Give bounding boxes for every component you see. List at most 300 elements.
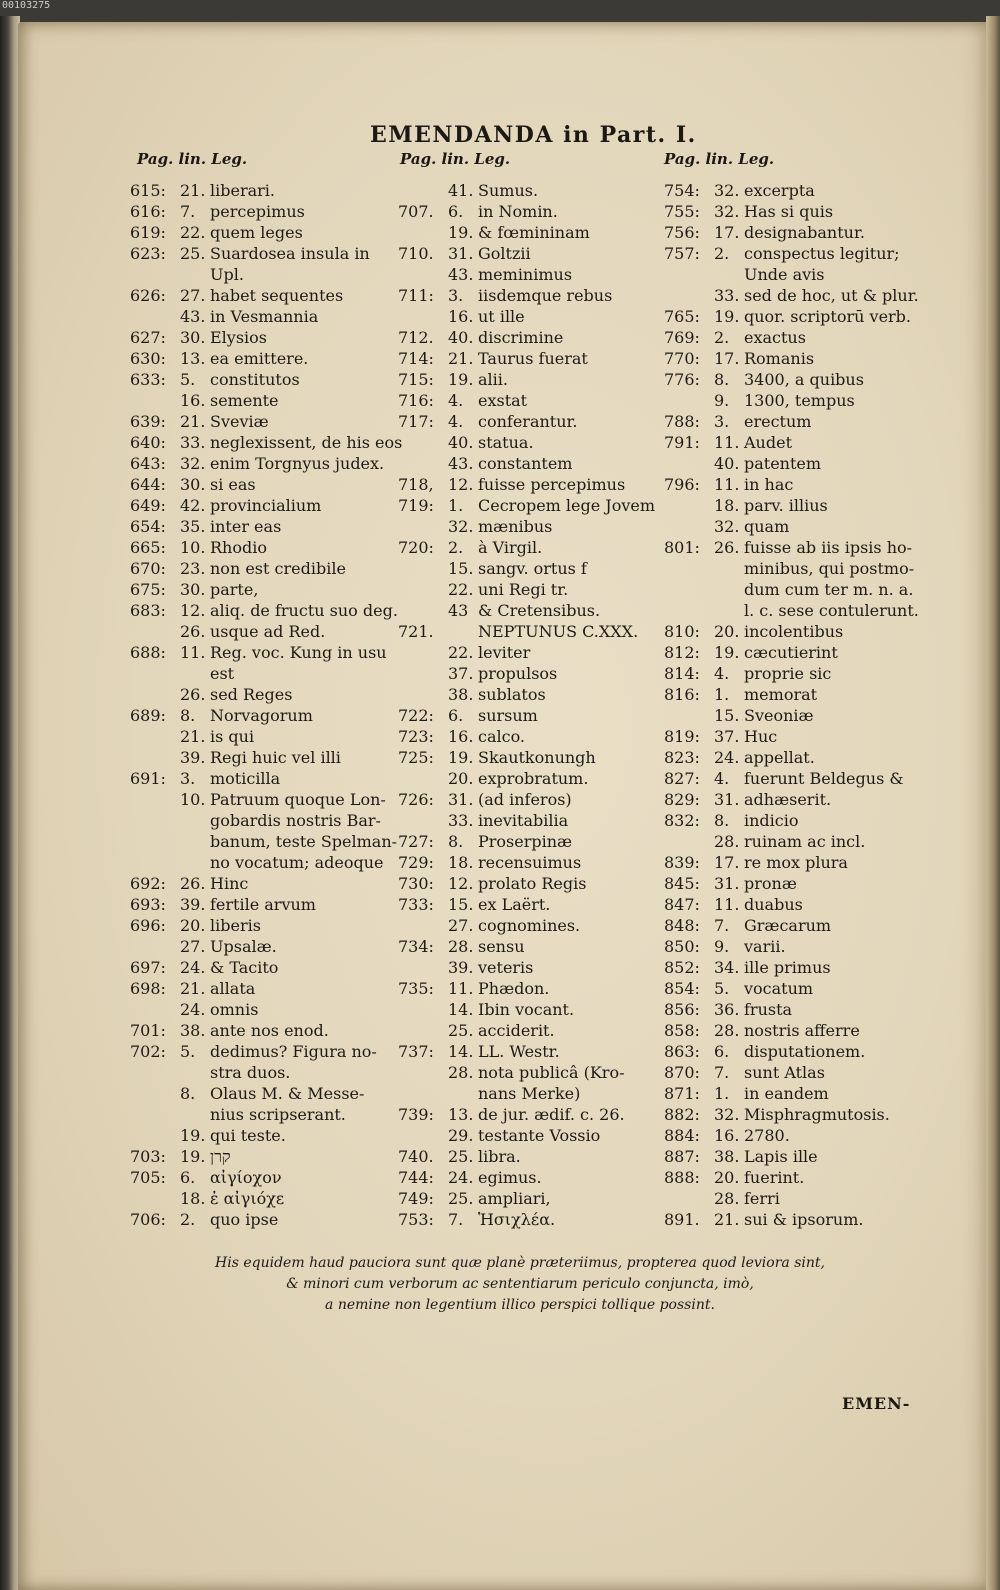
page-number: 863: — [664, 1042, 700, 1061]
correction-text: usque ad Red. — [210, 622, 326, 641]
line-number: 20. — [448, 769, 474, 788]
page-number: 702: — [130, 1042, 166, 1061]
line-number: 43. — [448, 265, 474, 284]
page-number: 858: — [664, 1021, 700, 1040]
line-number: 39. — [180, 895, 206, 914]
line-number: 22. — [448, 643, 474, 662]
page-number: 765: — [664, 307, 700, 326]
correction-text: percepimus — [210, 202, 305, 221]
line-number: 40. — [448, 328, 474, 347]
line-number: 35. — [180, 517, 206, 536]
correction-text: propulsos — [478, 664, 558, 683]
line-number: 13. — [448, 1105, 474, 1124]
correction-text: egimus. — [478, 1168, 542, 1187]
page-number: 891. — [664, 1210, 700, 1229]
line-number: 24. — [180, 958, 206, 977]
correction-text: inter eas — [210, 517, 282, 536]
line-number: 24. — [180, 1000, 206, 1019]
page-number: 852: — [664, 958, 700, 977]
page-number: 619: — [130, 223, 166, 242]
page-number: 723: — [398, 727, 434, 746]
correction-text: disputationem. — [744, 1042, 866, 1061]
correction-text: ruinam ac incl. — [744, 832, 866, 851]
correction-text: acciderit. — [478, 1021, 555, 1040]
correction-text: quo ipse — [210, 1210, 279, 1229]
page-number: 644: — [130, 475, 166, 494]
line-number: 9. — [714, 391, 730, 410]
line-number: 4. — [448, 391, 464, 410]
page-number: 744: — [398, 1168, 434, 1187]
line-number: 8. — [180, 706, 196, 725]
correction-text: prolato Regis — [478, 874, 587, 893]
page-number: 640: — [130, 433, 166, 452]
page-number: 735: — [398, 979, 434, 998]
line-number: 20. — [714, 1168, 740, 1187]
line-number: 25. — [448, 1189, 474, 1208]
correction-text: mænibus — [478, 517, 553, 536]
line-number: 21. — [180, 412, 206, 431]
page-number: 739: — [398, 1105, 434, 1124]
correction-text: fuisse percepimus — [478, 475, 626, 494]
correction-text: constantem — [478, 454, 573, 473]
page-number: 696: — [130, 916, 166, 935]
page-number: 718, — [398, 475, 434, 494]
line-number: 37. — [714, 727, 740, 746]
closing-note — [195, 1253, 845, 1316]
correction-text: moticilla — [210, 769, 281, 788]
line-number: 3. — [714, 412, 730, 431]
page-number: 882: — [664, 1105, 700, 1124]
line-number: 6. — [448, 706, 464, 725]
line-number: 21. — [180, 979, 206, 998]
correction-text: Patruum quoque Lon- — [210, 790, 386, 809]
correction-text: Olaus M. & Messe- — [210, 1084, 365, 1103]
line-number: 23. — [180, 559, 206, 578]
page-number: 643: — [130, 454, 166, 473]
page-number: 854: — [664, 979, 700, 998]
line-number: 11. — [714, 475, 740, 494]
correction-text: provincialium — [210, 496, 322, 515]
correction-text: nius scripserant. — [210, 1105, 346, 1124]
correction-text: Græcarum — [744, 916, 832, 935]
correction-text: vocatum — [744, 979, 814, 998]
line-number: 24. — [448, 1168, 474, 1187]
line-number: 7. — [448, 1210, 464, 1229]
line-number: 33. — [448, 811, 474, 830]
correction-text: enim Torgnyus judex. — [210, 454, 385, 473]
correction-text: parte, — [210, 580, 259, 599]
line-number: 17. — [714, 349, 740, 368]
line-number: 42. — [180, 496, 206, 515]
page-number: 888: — [664, 1168, 700, 1187]
correction-text: sed Reges — [210, 685, 293, 704]
correction-text: Sveoniæ — [744, 706, 814, 725]
page-number: 626: — [130, 286, 166, 305]
page-number: 816: — [664, 685, 700, 704]
correction-text: si eas — [210, 475, 256, 494]
line-number: 6. — [180, 1168, 196, 1187]
correction-text: iisdemque rebus — [478, 286, 613, 305]
page-number: 721. — [398, 622, 434, 641]
line-number: 2. — [448, 538, 464, 557]
line-number: 26. — [714, 538, 740, 557]
correction-text: dedimus? Figura no- — [210, 1042, 377, 1061]
line-number: 38. — [180, 1021, 206, 1040]
correction-text: omnis — [210, 1000, 259, 1019]
page-number: 814: — [664, 664, 700, 683]
line-number: 20. — [180, 916, 206, 935]
correction-text: frusta — [744, 1000, 793, 1019]
correction-text: ille primus — [744, 958, 831, 977]
correction-text: Sumus. — [478, 181, 539, 200]
line-number: 27. — [180, 286, 206, 305]
column-header-1: Pag. lin. Leg. — [137, 150, 248, 168]
line-number: 40. — [714, 454, 740, 473]
line-number: 9. — [714, 937, 730, 956]
page-number: 796: — [664, 475, 700, 494]
correction-text: proprie sic — [744, 664, 832, 683]
line-number: 8. — [714, 811, 730, 830]
page-number: 670: — [130, 559, 166, 578]
correction-text: aliq. de fructu suo deg. — [210, 601, 398, 620]
correction-text: sursum — [478, 706, 538, 725]
line-number: 19. — [448, 748, 474, 767]
correction-text: sensu — [478, 937, 525, 956]
line-number: 22. — [448, 580, 474, 599]
page-number: 791: — [664, 433, 700, 452]
correction-text: Goltzii — [478, 244, 531, 263]
correction-text: exstat — [478, 391, 528, 410]
page-number: 697: — [130, 958, 166, 977]
correction-text: ex Laërt. — [478, 895, 551, 914]
page-number: 770: — [664, 349, 700, 368]
line-number: 32. — [714, 1105, 740, 1124]
page-number: 829: — [664, 790, 700, 809]
correction-text: fuerint. — [744, 1168, 805, 1187]
line-number: 30. — [180, 580, 206, 599]
correction-text: Lapis ille — [744, 1147, 818, 1166]
line-number: 26. — [180, 622, 206, 641]
correction-text: Regi huic vel illi — [210, 748, 341, 767]
correction-text: Cecropem lege Jovem — [478, 496, 656, 515]
page-number: 716: — [398, 391, 434, 410]
line-number: 18. — [448, 853, 474, 872]
line-number: 2. — [714, 328, 730, 347]
page-number: 740. — [398, 1147, 434, 1166]
correction-text: stra duos. — [210, 1063, 291, 1082]
page-number: 675: — [130, 580, 166, 599]
correction-text: fertile arvum — [210, 895, 316, 914]
page-number: 848: — [664, 916, 700, 935]
correction-text: uni Regi tr. — [478, 580, 569, 599]
correction-text: quem leges — [210, 223, 303, 242]
correction-text: αἰγίοχον — [210, 1168, 282, 1187]
line-number: 19. — [448, 223, 474, 242]
line-number: 32. — [714, 181, 740, 200]
page-number: 756: — [664, 223, 700, 242]
line-number: 39. — [448, 958, 474, 977]
correction-text: cæcutierint — [744, 643, 838, 662]
page-number: 850: — [664, 937, 700, 956]
line-number: 32. — [180, 454, 206, 473]
page-number: 615: — [130, 181, 166, 200]
correction-text: cognomines. — [478, 916, 581, 935]
page-number: 683: — [130, 601, 166, 620]
correction-text: in Vesmannia — [210, 307, 319, 326]
correction-text: alii. — [478, 370, 508, 389]
column-header-3: Pag. lin. Leg. — [664, 150, 775, 168]
page-number: 769: — [664, 328, 700, 347]
correction-text: dum cum ter m. n. a. — [744, 580, 914, 599]
line-number: 38. — [714, 1147, 740, 1166]
correction-text: Romanis — [744, 349, 815, 368]
page-number: 705: — [130, 1168, 166, 1187]
correction-text: à Virgil. — [478, 538, 543, 557]
page-number: 616: — [130, 202, 166, 221]
page-number: 726: — [398, 790, 434, 809]
correction-text: Phædon. — [478, 979, 550, 998]
closing-note-line: His equidem haud pauciora sunt quæ planè præteriimus, propterea quod leviora sint, — [215, 1255, 825, 1271]
line-number: 10. — [180, 538, 206, 557]
line-number: 4. — [714, 769, 730, 788]
correction-text: liberis — [210, 916, 261, 935]
page-number: 627: — [130, 328, 166, 347]
line-number: 7. — [180, 202, 196, 221]
correction-text: semente — [210, 391, 279, 410]
line-number: 17. — [714, 223, 740, 242]
line-number: 1. — [714, 685, 730, 704]
line-number: 38. — [448, 685, 474, 704]
correction-text: habet sequentes — [210, 286, 344, 305]
correction-text: l. c. sese contulerunt. — [744, 601, 919, 620]
page-number: 729: — [398, 853, 434, 872]
line-number: 1. — [714, 1084, 730, 1103]
line-number: 43. — [448, 454, 474, 473]
line-number: 40. — [448, 433, 474, 452]
page-number: 839: — [664, 853, 700, 872]
correction-text: parv. illius — [744, 496, 828, 515]
correction-text: ἐ αἰγιόχε — [210, 1189, 285, 1208]
page-number: 730: — [398, 874, 434, 893]
correction-text: is qui — [210, 727, 255, 746]
correction-text: exactus — [744, 328, 806, 347]
page-number: 810: — [664, 622, 700, 641]
page-number: 788: — [664, 412, 700, 431]
correction-text: conspectus legitur; — [744, 244, 900, 263]
line-number: 7. — [714, 1063, 730, 1082]
correction-text: & Tacito — [210, 958, 279, 977]
correction-text: varii. — [744, 937, 786, 956]
correction-text: Ἡσιχλέα. — [478, 1210, 556, 1229]
line-number: 28. — [714, 1189, 740, 1208]
correction-text: recensuimus — [478, 853, 582, 872]
correction-text: & fœmininam — [478, 223, 590, 242]
line-number: 29. — [448, 1126, 474, 1145]
page-number: 870: — [664, 1063, 700, 1082]
line-number: 1. — [448, 496, 464, 515]
line-number: 12. — [448, 475, 474, 494]
line-number: 5. — [714, 979, 730, 998]
page-number: 725: — [398, 748, 434, 767]
line-number: 14. — [448, 1042, 474, 1061]
line-number: 27. — [448, 916, 474, 935]
page-number: 812: — [664, 643, 700, 662]
line-number: 28. — [714, 1021, 740, 1040]
correction-text: pronæ — [744, 874, 797, 893]
correction-text: incolentibus — [744, 622, 844, 641]
correction-text: memorat — [744, 685, 818, 704]
line-number: 18. — [714, 496, 740, 515]
correction-text: designabantur. — [744, 223, 865, 242]
line-number: 19. — [180, 1126, 206, 1145]
line-number: 16. — [714, 1126, 740, 1145]
page-number: 753: — [398, 1210, 434, 1229]
correction-text: statua. — [478, 433, 534, 452]
page-number: 665: — [130, 538, 166, 557]
page-number: 715: — [398, 370, 434, 389]
page-number: 706: — [130, 1210, 166, 1229]
correction-text: Elysios — [210, 328, 268, 347]
line-number: 32. — [714, 517, 740, 536]
correction-text: in eandem — [744, 1084, 829, 1103]
line-number: 22. — [180, 223, 206, 242]
line-number: 18. — [180, 1189, 206, 1208]
correction-text: Rhodio — [210, 538, 267, 557]
correction-text: in hac — [744, 475, 794, 494]
line-number: 21. — [180, 181, 206, 200]
line-number: 5. — [180, 1042, 196, 1061]
correction-text: Hinc — [210, 874, 249, 893]
page-number: 719: — [398, 496, 434, 515]
correction-text: sunt Atlas — [744, 1063, 825, 1082]
line-number: 19. — [180, 1147, 206, 1166]
line-number: 26. — [180, 874, 206, 893]
line-number: 34. — [714, 958, 740, 977]
correction-text: in Nomin. — [478, 202, 558, 221]
page-number: 711: — [398, 286, 434, 305]
line-number: 7. — [714, 916, 730, 935]
correction-text: adhæserit. — [744, 790, 832, 809]
page-number: 819: — [664, 727, 700, 746]
line-number: 3. — [448, 286, 464, 305]
closing-note-line: a nemine non legentium illico perspici tollique possint. — [325, 1297, 715, 1313]
line-number: 15. — [448, 895, 474, 914]
line-number: 28. — [714, 832, 740, 851]
correction-text: & Cretensibus. — [478, 601, 601, 620]
line-number: 30. — [180, 475, 206, 494]
correction-text: qui teste. — [210, 1126, 286, 1145]
page-number: 688: — [130, 643, 166, 662]
page-number: 720: — [398, 538, 434, 557]
correction-text: Reg. voc. Kung in usu — [210, 643, 387, 662]
correction-text: Taurus fuerat — [478, 349, 588, 368]
line-number: 8. — [180, 1084, 196, 1103]
page-number: 722: — [398, 706, 434, 725]
correction-text: leviter — [478, 643, 531, 662]
correction-text: de jur. ædif. c. 26. — [478, 1105, 625, 1124]
correction-text: sangv. ortus f — [478, 559, 587, 578]
line-number: 43 — [448, 601, 469, 620]
correction-text: קרן — [210, 1147, 231, 1166]
correction-text: non est credibile — [210, 559, 346, 578]
line-number: 15. — [714, 706, 740, 725]
correction-text: meminimus — [478, 265, 573, 284]
correction-text: ut ille — [478, 307, 525, 326]
correction-text: banum, teste Spelman- — [210, 832, 398, 851]
page-number: 707. — [398, 202, 434, 221]
line-number: 5. — [180, 370, 196, 389]
correction-text: (ad inferos) — [478, 790, 572, 809]
page-number: 845: — [664, 874, 700, 893]
page-number: 733: — [398, 895, 434, 914]
correction-text: Audet — [744, 433, 792, 452]
line-number: 31. — [448, 790, 474, 809]
page-number: 823: — [664, 748, 700, 767]
correction-text: Upsalæ. — [210, 937, 277, 956]
page-number: 623: — [130, 244, 166, 263]
correction-text: Skautkonungh — [478, 748, 596, 767]
correction-text: duabus — [744, 895, 803, 914]
line-number: 30. — [180, 328, 206, 347]
page-number: 712. — [398, 328, 434, 347]
correction-text: no vocatum; adeoque — [210, 853, 384, 872]
correction-text: est — [210, 664, 235, 683]
line-number: 11. — [448, 979, 474, 998]
line-number: 3. — [180, 769, 196, 788]
line-number: 21. — [448, 349, 474, 368]
catchword: EMEN- — [842, 1394, 911, 1413]
page-number: 871: — [664, 1084, 700, 1103]
correction-text: testante Vossio — [478, 1126, 601, 1145]
page-number: 754: — [664, 181, 700, 200]
page-number: 692: — [130, 874, 166, 893]
page-number: 776: — [664, 370, 700, 389]
page-number: 710. — [398, 244, 434, 263]
correction-text: Has si quis — [744, 202, 834, 221]
correction-text: Upl. — [210, 265, 244, 284]
page-number: 856: — [664, 1000, 700, 1019]
page-number: 847: — [664, 895, 700, 914]
line-number: 16. — [180, 391, 206, 410]
correction-text: erectum — [744, 412, 812, 431]
correction-text: sed de hoc, ut & plur. — [744, 286, 919, 305]
page-number: 737: — [398, 1042, 434, 1061]
line-number: 26. — [180, 685, 206, 704]
line-number: 2. — [180, 1210, 196, 1229]
correction-text: fuerunt Beldegus & — [744, 769, 904, 788]
correction-text: gobardis nostris Bar- — [210, 811, 381, 830]
line-number: 12. — [448, 874, 474, 893]
correction-text: sui & ipsorum. — [744, 1210, 864, 1229]
page-heading: EMENDANDA in Part. I. — [370, 122, 697, 148]
correction-text: fuisse ab iis ipsis ho- — [744, 538, 913, 557]
line-number: 4. — [448, 412, 464, 431]
page-number: 701: — [130, 1021, 166, 1040]
page-number: 734: — [398, 937, 434, 956]
page-number: 654: — [130, 517, 166, 536]
line-number: 10. — [180, 790, 206, 809]
line-number: 12. — [180, 601, 206, 620]
correction-text: exprobratum. — [478, 769, 589, 788]
correction-text: ferri — [744, 1189, 780, 1208]
correction-text: quor. scriptorū verb. — [744, 307, 912, 326]
line-number: 39. — [180, 748, 206, 767]
line-number: 21. — [714, 1210, 740, 1229]
line-number: 43. — [180, 307, 206, 326]
correction-text: conferantur. — [478, 412, 578, 431]
closing-note-line: & minori cum verborum ac sententiarum periculo conjuncta, imò, — [286, 1276, 754, 1292]
line-number: 6. — [448, 202, 464, 221]
